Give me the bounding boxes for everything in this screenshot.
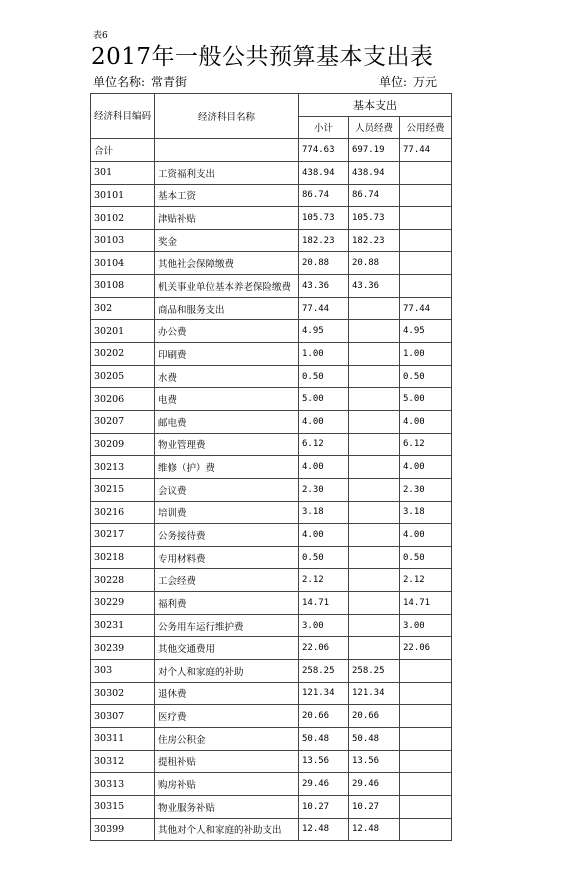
cell-public: [400, 727, 452, 750]
table-number-label: 表6: [93, 31, 108, 41]
cell-name: 公务用车运行维护费: [155, 614, 299, 637]
cell-personnel: 20.88: [349, 252, 400, 275]
cell-public: 3.00: [400, 614, 452, 637]
cell-subtotal: 4.00: [299, 456, 349, 479]
cell-personnel: [349, 320, 400, 343]
table-row: [91, 501, 452, 524]
currency-unit: [379, 73, 437, 90]
cell-subtotal: 0.50: [299, 546, 349, 569]
cell-name: 印刷费: [155, 343, 299, 366]
cell-personnel: 13.56: [349, 750, 400, 773]
table-row: [91, 682, 452, 705]
cell-personnel: [349, 637, 400, 660]
unit-name: [93, 73, 187, 90]
table-row: [91, 184, 452, 207]
cell-subtotal: 182.23: [299, 229, 349, 252]
table-row: [91, 320, 452, 343]
cell-personnel: 121.34: [349, 682, 400, 705]
cell-subtotal: 50.48: [299, 727, 349, 750]
table-row: [91, 592, 452, 615]
cell-code: 30215: [91, 478, 155, 501]
cell-subtotal: 20.88: [299, 252, 349, 275]
cell-subtotal: 10.27: [299, 795, 349, 818]
cell-subtotal: 4.95: [299, 320, 349, 343]
cell-code: 30229: [91, 592, 155, 615]
cell-public: [400, 795, 452, 818]
cell-name: 维修（护）费: [155, 456, 299, 479]
cell-subtotal: 12.48: [299, 818, 349, 841]
cell-public: 4.00: [400, 524, 452, 547]
page-title: 2017年一般公共预算基本支出表: [91, 44, 434, 70]
cell-personnel: [349, 365, 400, 388]
cell-subtotal: 2.30: [299, 478, 349, 501]
cell-code: 合计: [91, 139, 155, 162]
cell-subtotal: 4.00: [299, 410, 349, 433]
cell-personnel: [349, 614, 400, 637]
cell-subtotal: 4.00: [299, 524, 349, 547]
cell-code: 30101: [91, 184, 155, 207]
cell-personnel: 182.23: [349, 229, 400, 252]
cell-name: 工会经费: [155, 569, 299, 592]
cell-name: 专用材料费: [155, 546, 299, 569]
cell-public: [400, 705, 452, 728]
cell-subtotal: 13.56: [299, 750, 349, 773]
table-row: [91, 161, 452, 184]
header-personnel: 人员经费: [349, 116, 400, 139]
cell-name: 购房补贴: [155, 773, 299, 796]
cell-personnel: 438.94: [349, 161, 400, 184]
cell-name: 邮电费: [155, 410, 299, 433]
cell-public: 14.71: [400, 592, 452, 615]
table-row: [91, 773, 452, 796]
cell-code: 30228: [91, 569, 155, 592]
cell-code: 30302: [91, 682, 155, 705]
cell-public: 22.06: [400, 637, 452, 660]
cell-public: [400, 660, 452, 683]
cell-public: 77.44: [400, 139, 452, 162]
cell-code: 303: [91, 660, 155, 683]
cell-name: 公务接待费: [155, 524, 299, 547]
cell-public: 77.44: [400, 297, 452, 320]
cell-subtotal: 6.12: [299, 433, 349, 456]
table-row: [91, 343, 452, 366]
table-row: [91, 524, 452, 547]
cell-name: 福利费: [155, 592, 299, 615]
cell-personnel: [349, 478, 400, 501]
cell-name: 物业管理费: [155, 433, 299, 456]
unit-name-value: 常青街: [151, 75, 188, 89]
cell-name: 其他社会保障缴费: [155, 252, 299, 275]
cell-personnel: [349, 524, 400, 547]
table-row: [91, 297, 452, 320]
cell-name: 提租补贴: [155, 750, 299, 773]
cell-subtotal: 29.46: [299, 773, 349, 796]
cell-public: [400, 682, 452, 705]
cell-code: 30313: [91, 773, 155, 796]
cell-personnel: 697.19: [349, 139, 400, 162]
cell-subtotal: 258.25: [299, 660, 349, 683]
cell-public: 0.50: [400, 546, 452, 569]
table-body: [91, 139, 452, 841]
cell-public: 4.00: [400, 410, 452, 433]
cell-code: 301: [91, 161, 155, 184]
cell-subtotal: 2.12: [299, 569, 349, 592]
cell-name: 办公费: [155, 320, 299, 343]
table-row: [91, 614, 452, 637]
cell-name: 津贴补贴: [155, 207, 299, 230]
cell-code: 30207: [91, 410, 155, 433]
cell-code: 30103: [91, 229, 155, 252]
cell-code: 30216: [91, 501, 155, 524]
cell-subtotal: 86.74: [299, 184, 349, 207]
cell-name: 医疗费: [155, 705, 299, 728]
cell-code: 30218: [91, 546, 155, 569]
cell-subtotal: 43.36: [299, 275, 349, 298]
cell-name: 退休费: [155, 682, 299, 705]
table-row: [91, 433, 452, 456]
currency-unit-label: 单位:: [379, 75, 408, 89]
table-row: [91, 478, 452, 501]
cell-code: 30315: [91, 795, 155, 818]
cell-name: 其他对个人和家庭的补助支出: [155, 818, 299, 841]
cell-public: [400, 773, 452, 796]
cell-public: 4.95: [400, 320, 452, 343]
cell-code: 30201: [91, 320, 155, 343]
cell-name: 住房公积金: [155, 727, 299, 750]
cell-name: 培训费: [155, 501, 299, 524]
header-name: 经济科目名称: [155, 94, 299, 139]
cell-code: 30231: [91, 614, 155, 637]
cell-subtotal: 20.66: [299, 705, 349, 728]
table-row: [91, 229, 452, 252]
currency-unit-value: 万元: [413, 75, 438, 89]
cell-code: 30311: [91, 727, 155, 750]
cell-code: 30202: [91, 343, 155, 366]
cell-name: 对个人和家庭的补助: [155, 660, 299, 683]
header-group: 基本支出: [299, 94, 452, 117]
cell-subtotal: 774.63: [299, 139, 349, 162]
cell-name: 电费: [155, 388, 299, 411]
table-row: [91, 727, 452, 750]
cell-personnel: [349, 592, 400, 615]
cell-code: 30239: [91, 637, 155, 660]
cell-name: 基本工资: [155, 184, 299, 207]
cell-personnel: 258.25: [349, 660, 400, 683]
cell-personnel: 12.48: [349, 818, 400, 841]
cell-code: 30102: [91, 207, 155, 230]
table-row: [91, 750, 452, 773]
cell-name: 物业服务补贴: [155, 795, 299, 818]
cell-subtotal: 77.44: [299, 297, 349, 320]
cell-public: 2.30: [400, 478, 452, 501]
table-row: [91, 818, 452, 841]
cell-personnel: [349, 297, 400, 320]
cell-public: [400, 184, 452, 207]
cell-subtotal: 1.00: [299, 343, 349, 366]
cell-name: [155, 139, 299, 162]
table-row: [91, 637, 452, 660]
cell-code: 30209: [91, 433, 155, 456]
table-row: [91, 207, 452, 230]
cell-subtotal: 105.73: [299, 207, 349, 230]
cell-public: 6.12: [400, 433, 452, 456]
cell-personnel: [349, 410, 400, 433]
cell-code: 30206: [91, 388, 155, 411]
table-row: [91, 660, 452, 683]
cell-personnel: [349, 546, 400, 569]
cell-code: 30399: [91, 818, 155, 841]
cell-name: 水费: [155, 365, 299, 388]
cell-public: 4.00: [400, 456, 452, 479]
cell-personnel: 50.48: [349, 727, 400, 750]
header-public: 公用经费: [400, 116, 452, 139]
budget-table: [90, 93, 452, 841]
cell-code: 30307: [91, 705, 155, 728]
table-row: [91, 569, 452, 592]
cell-public: 3.18: [400, 501, 452, 524]
cell-name: 工资福利支出: [155, 161, 299, 184]
cell-public: 5.00: [400, 388, 452, 411]
header-code: 经济科目编码: [91, 94, 155, 139]
cell-personnel: 29.46: [349, 773, 400, 796]
cell-public: [400, 252, 452, 275]
cell-code: 30104: [91, 252, 155, 275]
unit-name-label: 单位名称:: [93, 75, 146, 89]
cell-personnel: 105.73: [349, 207, 400, 230]
cell-public: [400, 275, 452, 298]
cell-personnel: 43.36: [349, 275, 400, 298]
cell-personnel: [349, 388, 400, 411]
cell-personnel: [349, 433, 400, 456]
cell-personnel: 20.66: [349, 705, 400, 728]
table-row: [91, 705, 452, 728]
cell-code: 30108: [91, 275, 155, 298]
cell-personnel: [349, 501, 400, 524]
table-row: [91, 795, 452, 818]
table-row: [91, 456, 452, 479]
cell-code: 30217: [91, 524, 155, 547]
cell-name: 机关事业单位基本养老保险缴费: [155, 275, 299, 298]
table-row: [91, 365, 452, 388]
table-row: [91, 252, 452, 275]
cell-subtotal: 22.06: [299, 637, 349, 660]
cell-subtotal: 0.50: [299, 365, 349, 388]
cell-public: 0.50: [400, 365, 452, 388]
cell-personnel: 86.74: [349, 184, 400, 207]
cell-subtotal: 121.34: [299, 682, 349, 705]
cell-subtotal: 438.94: [299, 161, 349, 184]
cell-public: [400, 818, 452, 841]
cell-code: 30205: [91, 365, 155, 388]
table-row: [91, 388, 452, 411]
cell-public: [400, 207, 452, 230]
cell-personnel: [349, 343, 400, 366]
cell-name: 会议费: [155, 478, 299, 501]
table-row: [91, 546, 452, 569]
cell-public: [400, 229, 452, 252]
cell-name: 奖金: [155, 229, 299, 252]
cell-code: 30213: [91, 456, 155, 479]
cell-personnel: [349, 569, 400, 592]
cell-personnel: [349, 456, 400, 479]
cell-subtotal: 5.00: [299, 388, 349, 411]
cell-code: 302: [91, 297, 155, 320]
cell-public: [400, 750, 452, 773]
cell-code: 30312: [91, 750, 155, 773]
cell-name: 其他交通费用: [155, 637, 299, 660]
table-row: [91, 275, 452, 298]
cell-name: 商品和服务支出: [155, 297, 299, 320]
table-row: [91, 410, 452, 433]
cell-subtotal: 3.00: [299, 614, 349, 637]
header-subtotal: 小计: [299, 116, 349, 139]
cell-subtotal: 3.18: [299, 501, 349, 524]
cell-subtotal: 14.71: [299, 592, 349, 615]
cell-public: 2.12: [400, 569, 452, 592]
cell-public: 1.00: [400, 343, 452, 366]
table-row: [91, 139, 452, 162]
cell-public: [400, 161, 452, 184]
cell-personnel: 10.27: [349, 795, 400, 818]
